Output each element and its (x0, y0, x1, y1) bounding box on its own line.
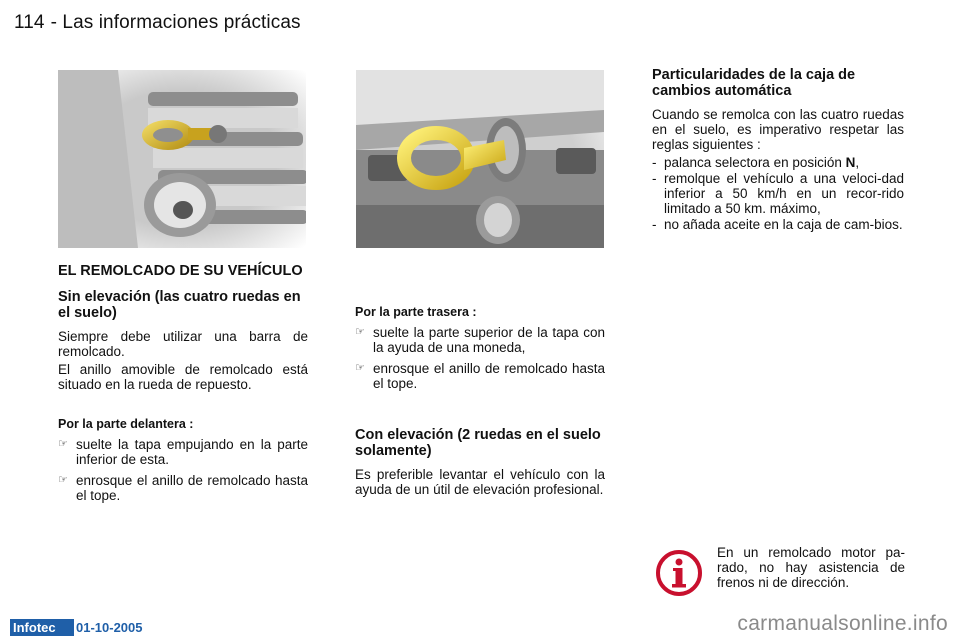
page-header (14, 12, 301, 34)
footer-date: 01-10-2005 (76, 620, 143, 635)
page-number: 114 (14, 12, 45, 33)
subtitle-with-lift: Con elevación (2 ruedas en el suelo solamente) (355, 427, 601, 459)
paragraph-spare-wheel: El anillo amovible de remolcado está situado en la rueda de repuesto. (58, 362, 308, 392)
list-item: - remolque el vehículo a una veloci-dad inferior a 50 km/h en un recor-rido limitado a 50 km. máximo, (652, 171, 904, 216)
hand-pointer-icon: ☞ (58, 438, 68, 450)
info-text: En un remolcado motor pa-rado, no hay asistencia de frenos ni de dirección. (717, 545, 905, 590)
subtitle-no-lift: Sin elevación (las cuatro ruedas en el suelo) (58, 289, 301, 321)
header-separator: - (50, 12, 58, 33)
rear-step-2: enrosque el anillo de remolcado hasta el tope. (373, 361, 605, 391)
list-item (355, 361, 605, 391)
front-step-1: suelte la tapa empujando en la parte inferior de esta. (76, 437, 308, 467)
hand-pointer-icon: ☞ (355, 326, 365, 338)
rear-heading: Por la parte trasera : (355, 305, 477, 319)
infotec-logo: Infotec (10, 619, 74, 636)
gear-position-n: N (845, 155, 856, 170)
list-item (58, 437, 308, 467)
watermark: carmanualsonline.info (737, 612, 948, 635)
rear-towing-eye-photo (356, 70, 604, 248)
list-item: - no añada aceite en la caja de cam-bios. (652, 217, 903, 232)
left-column (58, 264, 308, 509)
list-item: - palanca selectora en posición N, (652, 155, 860, 170)
hand-pointer-icon: ☞ (58, 474, 68, 486)
paragraph-professional-lift: Es preferible levantar el vehículo con la ayuda de un útil de elevación profesional. (355, 467, 605, 497)
front-towing-eye-photo (58, 70, 306, 248)
front-step-2: enrosque el anillo de remolcado hasta el tope. (76, 473, 308, 503)
front-heading: Por la parte delantera : (58, 417, 194, 431)
right-column (652, 67, 904, 233)
list-item (355, 325, 605, 355)
section-title: EL REMOLCADO DE SU VEHÍCULO (58, 263, 303, 279)
info-icon (655, 549, 703, 597)
auto-gearbox-intro: Cuando se remolca con las cuatro ruedas en el suelo, es imperativo respetar las reglas siguientes : (652, 107, 904, 152)
list-item (58, 473, 308, 503)
paragraph-tow-bar: Siempre debe utilizar una barra de remolcado. (58, 329, 308, 359)
page-title: Las informaciones prácticas (62, 12, 301, 33)
middle-column (355, 305, 605, 500)
rear-step-1: suelte la parte superior de la tapa con la ayuda de una moneda, (373, 325, 605, 355)
auto-gearbox-title: Particularidades de la caja de cambios automática (652, 67, 856, 99)
hand-pointer-icon: ☞ (355, 362, 365, 374)
